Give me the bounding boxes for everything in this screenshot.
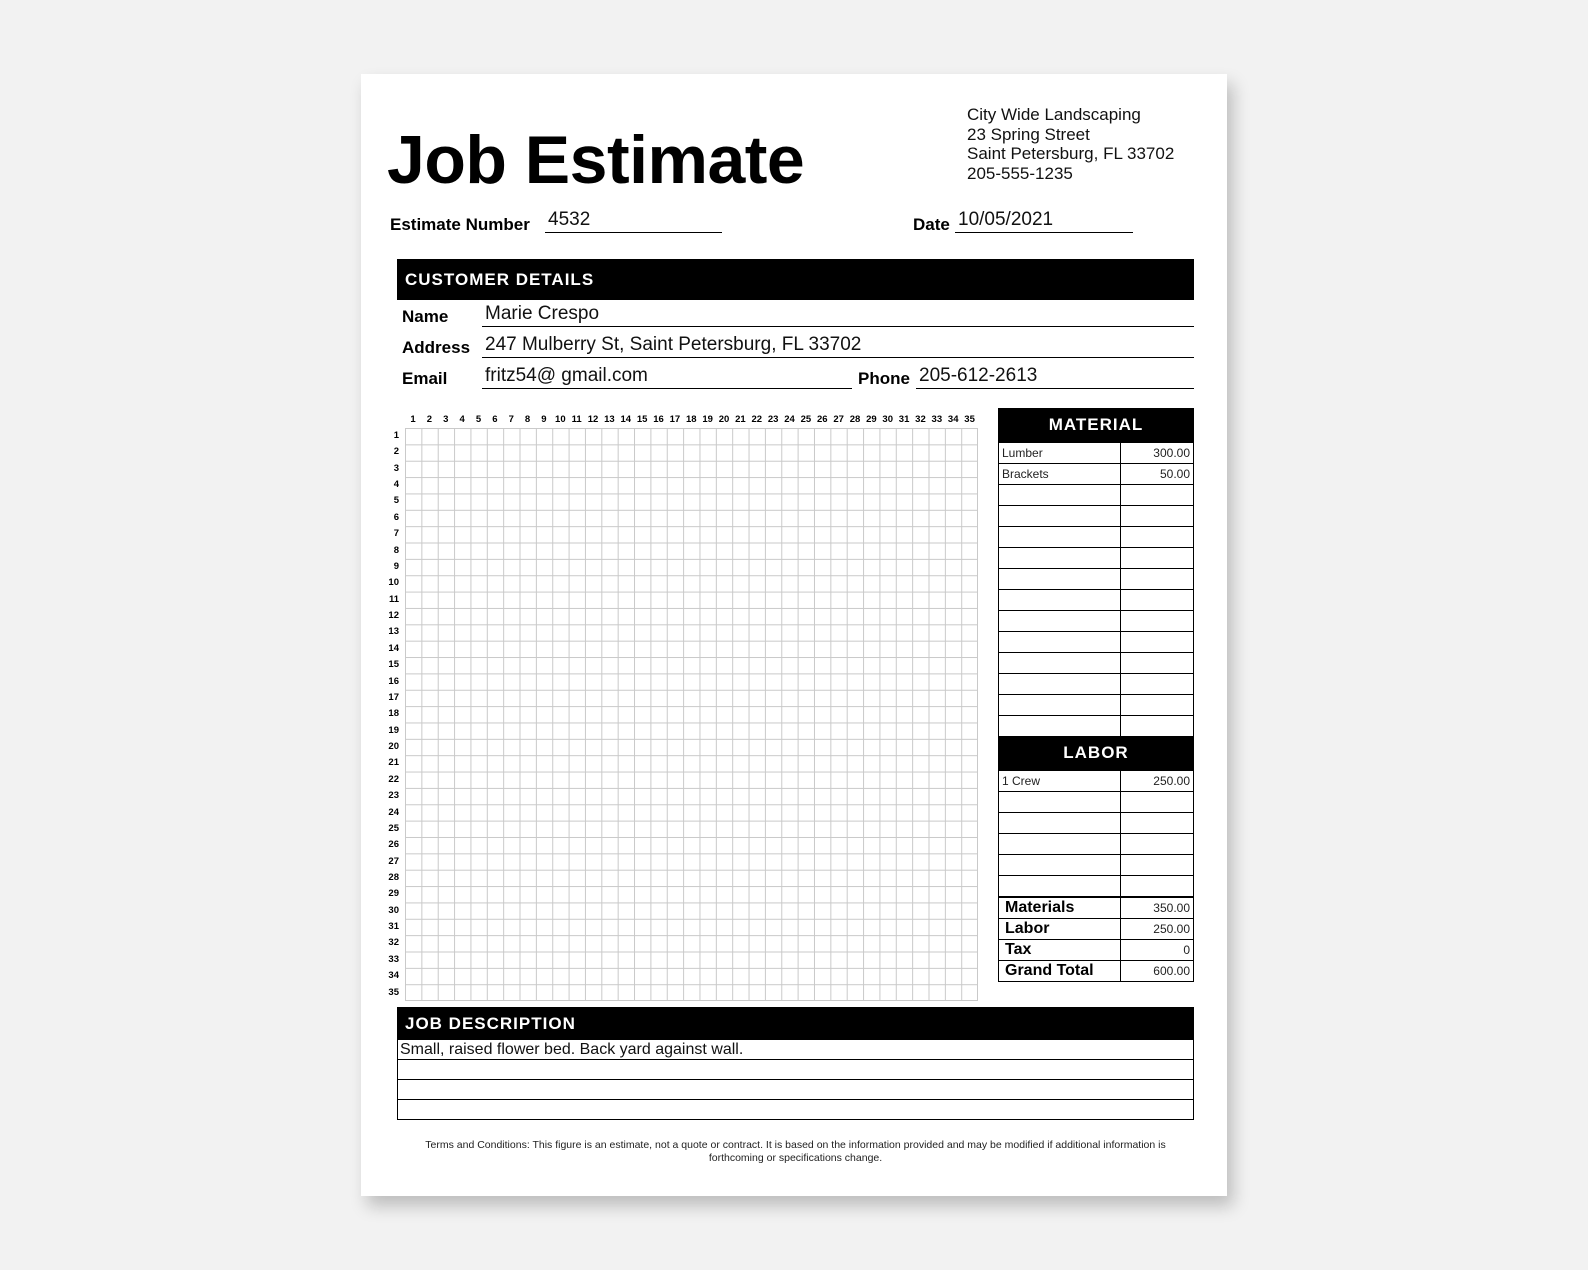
grid-row-number: 7 [393,528,399,540]
labor-row-name[interactable] [999,792,1121,813]
material-row-name[interactable] [999,590,1121,611]
material-row-amount[interactable] [1121,632,1194,653]
grid-row-number: 19 [388,724,399,736]
total-row [999,961,1194,982]
grid-column-number: 8 [524,414,531,425]
grid-column-number: 19 [702,414,713,425]
company-info [967,105,1174,183]
grid-row-number: 31 [388,921,399,933]
estimate-number-label: Estimate Number [390,215,530,234]
material-header: MATERIAL [998,408,1194,442]
material-row [999,506,1194,527]
grid-row-number: 30 [388,904,399,916]
grid-column-number: 29 [866,414,877,425]
total-row-name: Grand Total [999,961,1121,982]
labor-table [998,736,1194,982]
material-row [999,611,1194,632]
phone-label: Phone [858,369,910,388]
grid-column-number: 3 [443,414,449,425]
sketch-grid[interactable] [405,428,978,1001]
company-phone: 205-555-1235 [967,163,1073,183]
grid-column-number: 31 [898,414,910,425]
material-row [999,695,1194,716]
grid-row-number: 32 [388,937,399,949]
material-row-name[interactable] [999,716,1121,737]
grid-column-number: 25 [800,414,812,425]
labor-row-name[interactable] [999,834,1121,855]
grid-row-number: 12 [388,610,399,622]
grid-row-number: 2 [393,446,399,458]
material-row [999,443,1194,464]
grid-row-number: 27 [388,855,399,867]
date-label: Date [913,215,950,234]
material-row-name[interactable] [999,653,1121,674]
grid-row-number: 21 [388,757,399,769]
material-row [999,485,1194,506]
labor-row [999,855,1194,876]
grid-column-number: 27 [833,414,844,425]
material-row [999,548,1194,569]
material-row-name[interactable]: Lumber [999,443,1121,464]
grid-row-number: 10 [388,577,399,589]
labor-row [999,792,1194,813]
labor-row-amount[interactable] [1121,834,1194,855]
labor-row-name[interactable] [999,876,1121,897]
grid-column-number: 28 [849,414,861,425]
estimate-sheet [361,74,1227,1196]
customer-phone-field[interactable]: 205-612-2613 [916,364,1194,389]
total-row [999,940,1194,961]
grid-row-number: 15 [388,659,399,671]
labor-row [999,771,1194,792]
grid-row-number: 4 [393,479,399,491]
grid-row-number: 16 [388,675,399,687]
grid-column-number: 9 [541,414,547,425]
labor-row-name[interactable] [999,813,1121,834]
labor-header: LABOR [998,736,1194,770]
material-row-amount[interactable] [1121,569,1194,590]
company-street: 23 Spring Street [967,124,1090,144]
material-row-amount[interactable] [1121,506,1194,527]
grid-row-number: 29 [388,888,399,900]
grid-column-number: 12 [587,414,599,425]
material-row-amount[interactable] [1121,653,1194,674]
material-row-amount[interactable] [1121,590,1194,611]
material-row-name[interactable] [999,569,1121,590]
labor-row-amount[interactable]: 250.00 [1121,771,1194,792]
grid-row-number: 25 [388,822,399,834]
customer-details-header: CUSTOMER DETAILS [397,259,1194,300]
job-description-header: JOB DESCRIPTION [397,1007,1194,1040]
customer-email-field[interactable]: fritz54@ gmail.com [482,364,852,389]
company-city: Saint Petersburg, FL 33702 [967,144,1175,163]
grid-row-number: 28 [388,871,399,883]
grid-column-number: 15 [636,414,648,425]
material-row-name[interactable] [999,485,1121,506]
labor-row-amount[interactable] [1121,813,1194,834]
address-label: Address [402,338,471,357]
labor-row-amount[interactable] [1121,855,1194,876]
material-row-name[interactable] [999,632,1121,653]
grid-column-number: 35 [964,414,975,425]
grid-row-number: 3 [393,462,399,474]
grid-column-number: 11 [571,414,582,425]
labor-row-name[interactable]: 1 Crew [999,771,1121,792]
material-row-amount[interactable] [1121,611,1194,632]
material-row-name[interactable] [999,527,1121,548]
grid-row-number: 24 [388,806,399,818]
grid-row-number: 33 [388,953,399,965]
grid-column-number: 26 [816,414,828,425]
labor-row-name[interactable] [999,855,1121,876]
material-row-name[interactable] [999,506,1121,527]
grid-column-number: 32 [915,414,926,425]
grid-column-number: 2 [426,414,432,425]
grid-row-number: 34 [388,970,399,982]
grid-row-number: 23 [388,790,399,802]
grid-column-number: 7 [508,414,514,425]
grid-column-number: 23 [767,414,779,425]
grid-column-number: 16 [653,414,664,425]
grid-column-number: 13 [604,414,615,425]
total-row [999,898,1194,919]
material-row-amount[interactable]: 300.00 [1121,443,1194,464]
customer-address-field[interactable]: 247 Mulberry St, Saint Petersburg, FL 33702 [482,333,1194,358]
labor-row-amount[interactable] [1121,876,1194,897]
material-row [999,632,1194,653]
total-row-name: Labor [999,919,1121,940]
grid-column-number: 1 [410,414,416,425]
total-row [999,919,1194,940]
material-table [998,408,1194,737]
job-description-line[interactable] [397,1060,1194,1080]
job-description-line[interactable] [397,1080,1194,1100]
material-row [999,527,1194,548]
grid-row-number: 35 [388,986,399,998]
grid-row-number: 14 [388,642,399,654]
grid-row-number: 26 [388,839,399,851]
total-row-name: Materials [999,898,1121,919]
material-row-name[interactable] [999,611,1121,632]
grid-column-number: 6 [492,414,498,425]
customer-name-field[interactable]: Marie Crespo [482,302,1194,327]
grid-column-number: 10 [555,414,566,425]
material-row-amount[interactable] [1121,695,1194,716]
material-row-amount[interactable] [1121,527,1194,548]
material-row [999,569,1194,590]
material-row-amount[interactable] [1121,548,1194,569]
total-row-name: Tax [999,940,1121,961]
grid-column-number: 21 [735,414,746,425]
grid-column-number: 20 [718,414,730,425]
job-description-line[interactable] [397,1100,1194,1120]
totals-table [998,897,1194,982]
job-description-lines [397,1040,1194,1120]
material-row [999,716,1194,737]
material-row [999,590,1194,611]
email-label: Email [402,369,448,388]
grid-column-number: 5 [475,414,482,425]
material-row-name[interactable] [999,548,1121,569]
material-items [998,442,1194,737]
grid-row-number: 20 [388,741,399,753]
material-row-amount[interactable]: 50.00 [1121,464,1194,485]
material-row-name[interactable]: Brackets [999,464,1121,485]
labor-items [998,770,1194,897]
page-title: Job Estimate [387,122,805,198]
grid-row-number: 6 [393,511,399,523]
grid-column-number: 4 [459,414,465,425]
grid-row-number: 1 [393,430,399,441]
material-row-amount[interactable] [1121,485,1194,506]
labor-row [999,876,1194,897]
grid-row-number: 9 [393,560,399,572]
material-row [999,464,1194,485]
material-row [999,653,1194,674]
job-description-line[interactable]: Small, raised flower bed. Back yard against wall. [397,1040,1194,1060]
grid-row-number: 5 [393,495,399,507]
grid-column-number: 24 [784,414,795,425]
material-row-name[interactable] [999,695,1121,716]
total-row-amount: 250.00 [1121,919,1194,940]
estimate-number-field[interactable]: 4532 [545,208,722,233]
grid-column-number: 34 [947,414,959,425]
grid-row-number: 18 [388,708,399,720]
material-row-amount[interactable] [1121,674,1194,695]
total-row-amount: 0 [1121,940,1194,961]
material-row [999,674,1194,695]
terms-and-conditions: Terms and Conditions: This figure is an estimate, not a quote or contract. It is based on the information provided and may be modified if additional information is forthcoming or specifications change. [425,1139,1166,1164]
grid-column-number: 22 [751,414,763,425]
grid-column-number: 18 [685,414,697,425]
grid-row-number: 8 [393,544,399,556]
grid-row-number: 11 [388,593,399,605]
grid-row-number: 13 [388,626,399,638]
date-field[interactable]: 10/05/2021 [955,208,1133,233]
labor-row [999,813,1194,834]
labor-row [999,834,1194,855]
grid-column-number: 30 [882,414,893,425]
total-row-amount: 350.00 [1121,898,1194,919]
grid-column-number: 17 [669,414,681,425]
labor-row-amount[interactable] [1121,792,1194,813]
grid-row-number: 22 [388,773,399,785]
company-name: City Wide Landscaping [967,105,1141,124]
grid-row-number: 17 [388,691,399,703]
material-row-amount[interactable] [1121,716,1194,737]
grid-column-number: 33 [931,414,943,425]
total-row-amount: 600.00 [1121,961,1194,982]
grid-column-number: 14 [620,414,632,425]
name-label: Name [402,307,449,326]
material-row-name[interactable] [999,674,1121,695]
